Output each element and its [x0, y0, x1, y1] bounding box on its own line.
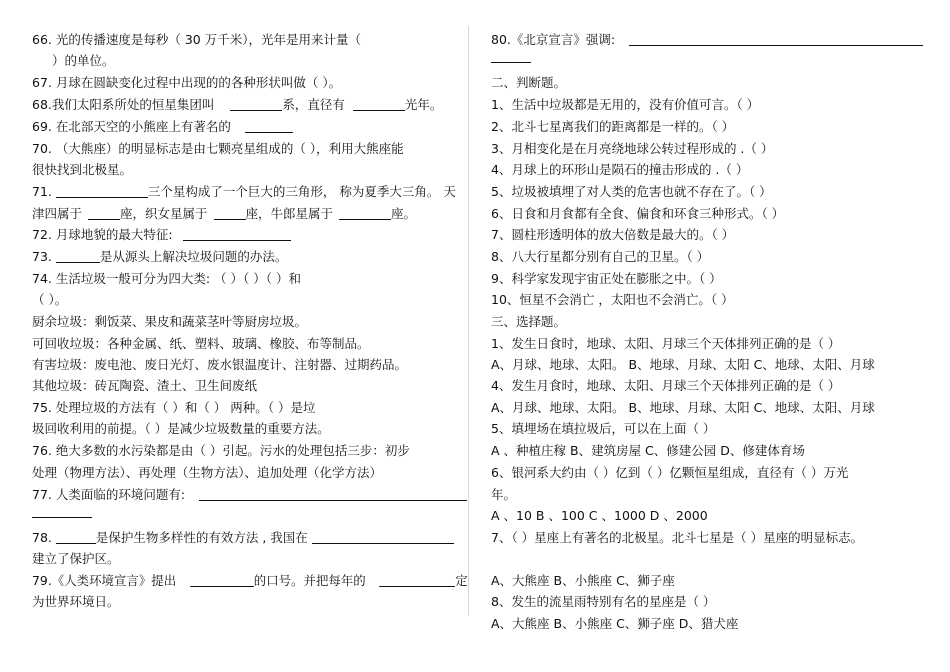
- choice-options-8: A、大熊座 B、小熊座 C、狮子座 D、猎犬座: [491, 616, 739, 631]
- question-77-cont: [32, 503, 92, 520]
- question-77-text: 77. 人类面临的环境问题有:: [32, 487, 186, 502]
- question-79: [32, 572, 468, 589]
- tf-item: 5、垃圾被填埋了对人类的危害也就不存在了。（ ）: [491, 184, 772, 199]
- choice-options-6: A 、10 B 、100 C 、1000 D 、2000: [491, 508, 708, 523]
- choice-question-4: 4、发生月食时，地球、太阳、月球三个天体排列正确的是（ ）: [491, 378, 841, 393]
- question-73-num: 73.: [32, 249, 52, 264]
- tf-item: 9、科学家发现宇宙正处在膨胀之中。（ ）: [491, 271, 722, 286]
- tf-item: 8、八大行星都分别有自己的卫星。（ ）: [491, 249, 710, 264]
- tf-item: 3、月相变化是在月亮绕地球公转过程形成的 .（ ）: [491, 141, 774, 156]
- question-69-text: 69. 在北部天空的小熊座上有著名的: [32, 119, 231, 134]
- choice-question-7: 7、（ ）星座上有著名的北极星。北斗七星是（ ）星座的明显标志。: [491, 530, 864, 545]
- question-78: [32, 529, 454, 546]
- question-78-cont: 建立了保护区。: [32, 551, 120, 566]
- blank: [339, 206, 391, 220]
- question-74-cont: （ ）。: [32, 292, 68, 307]
- blank: [353, 97, 405, 111]
- tf-item: 6、日食和月食都有全食、偏食和环食三种形式。（ ）: [491, 206, 785, 221]
- question-69: [32, 118, 293, 135]
- blank: [32, 504, 92, 518]
- blank: [245, 119, 293, 133]
- question-66-cont: ）的单位。: [52, 53, 115, 68]
- question-77: [32, 486, 467, 503]
- tf-item: 2、北斗七星离我们的距离都是一样的。（ ）: [491, 119, 735, 134]
- question-76: 76. 绝大多数的水污染都是由（ ）引起。污水的处理包括三步：初步: [32, 443, 410, 458]
- question-71-vega: 座，织女星属于: [120, 206, 208, 221]
- question-68-part3: 光年。: [404, 97, 443, 112]
- question-72: [32, 226, 291, 243]
- choice-options-7: A、大熊座 B、小熊座 C、狮子座: [491, 573, 675, 588]
- question-74: 74. 生活垃圾一般可分为四大类: （ ）（ ）（ ）和: [32, 271, 301, 286]
- question-71-num: 71.: [32, 184, 52, 199]
- blank: [199, 487, 467, 501]
- blank: [56, 184, 148, 198]
- question-67: 67. 月球在圆缺变化过程中出现的的各种形状叫做（ ）。: [32, 75, 342, 90]
- other-waste: 其他垃圾：砖瓦陶瓷、渣土、卫生间废纸: [32, 378, 258, 393]
- choice-question-1: 1、发生日食时，地球、太阳、月球三个天体排列正确的是（ ）: [491, 336, 841, 351]
- tf-item: 1、生活中垃圾都是无用的，没有价值可言。（ ）: [491, 97, 760, 112]
- question-68: [32, 96, 442, 113]
- question-68-part1: 68.我们太阳系所处的恒星集团叫: [32, 97, 215, 112]
- choice-options-1: A、月球、地球、太阳。 B、地球、月球、太阳 C、地球、太阳、月球: [491, 357, 875, 372]
- choice-options-4: A、月球、地球、太阳。 B、地球、月球、太阳 C、地球、太阳、月球: [491, 400, 875, 415]
- blank: [312, 530, 454, 544]
- question-80: [491, 31, 923, 48]
- blank: [230, 97, 282, 111]
- blank: [56, 249, 100, 263]
- tf-item: 4、月球上的环形山是陨石的撞击形成的 .（ ）: [491, 162, 749, 177]
- question-71: [32, 183, 468, 200]
- question-71-cont: [32, 205, 416, 222]
- section-choice-title: 三、选择题。: [491, 314, 567, 329]
- blank: [629, 32, 923, 46]
- question-73-text: 是从源头上解决垃圾问题的办法。: [99, 249, 288, 264]
- tf-item: 7、圆柱形透明体的放大倍数是最大的。（ ）: [491, 227, 735, 242]
- choice-question-6-cont: 年。: [491, 487, 517, 502]
- tf-item: 10、恒星不会消亡 ，太阳也不会消亡。（ ）: [491, 292, 734, 307]
- question-79-part2: 的口号。并把每年的: [253, 573, 366, 588]
- question-70: 70. （大熊座）的明显标志是由七颗亮星组成的（ ），利用大熊座能: [32, 141, 404, 156]
- question-78-num: 78.: [32, 530, 52, 545]
- section-true-false-title: 二、判断题。: [491, 75, 567, 90]
- question-71-text: 三个星构成了一个巨大的三角形， 称为夏季大三角。 天: [147, 184, 456, 199]
- column-divider: [468, 26, 469, 616]
- question-68-part2: 系，直径有: [282, 97, 345, 112]
- question-71-deneb: 津四属于: [32, 206, 83, 221]
- question-79-part3: 定: [455, 573, 468, 588]
- blank: [88, 206, 120, 220]
- question-72-text: 72. 月球地貌的最大特征:: [32, 227, 173, 242]
- question-66: 66. 光的传播速度是每秒（ 30 万千米），光年是用来计量（: [32, 32, 361, 47]
- blank: [190, 573, 254, 587]
- question-75-cont: 圾回收利用的前提。（ ）是减少垃圾数量的重要方法。: [32, 421, 330, 436]
- question-71-end: 座。: [391, 206, 417, 221]
- question-79-part1: 79.《人类环境宣言》提出: [32, 573, 177, 588]
- kitchen-waste: 厨余垃圾：剩饭菜、果皮和蔬菜茎叶等厨房垃圾。: [32, 314, 308, 329]
- recyclable-waste: 可回收垃圾：各种金属、纸、塑料、玻璃、橡胶、布等制品。: [32, 336, 370, 351]
- blank: [380, 573, 456, 587]
- question-78-text: 是保护生物多样性的有效方法 , 我国在: [95, 530, 308, 545]
- blank: [56, 530, 96, 544]
- question-80-cont: [491, 48, 531, 65]
- question-80-text: 80.《北京宣言》强调:: [491, 32, 616, 47]
- question-76-cont: 处理（物理方法）、再处理（生物方法）、追加处理（化学方法）: [32, 465, 383, 480]
- harmful-waste: 有害垃圾：废电池、废日光灯、废水银温度计、注射器、过期药品。: [32, 357, 408, 372]
- question-71-altair: 座，牛郎星属于: [245, 206, 334, 221]
- choice-options-5: A 、种植庄稼 B、建筑房屋 C、修建公园 D、修建体育场: [491, 443, 805, 458]
- question-75: 75. 处理垃圾的方法有（ ）和（ ） 两种。（ ）是垃: [32, 400, 316, 415]
- choice-question-8: 8、发生的流星雨特别有名的星座是（ ）: [491, 594, 716, 609]
- question-70-cont: 很快找到北极星。: [32, 162, 133, 177]
- choice-question-6: 6、银河系大约由（ ）亿到（ ）亿颗恒星组成，直径有（ ）万光: [491, 465, 849, 480]
- blank: [491, 49, 531, 63]
- blank: [183, 227, 291, 241]
- choice-question-5: 5、填埋场在填拉圾后，可以在上面（ ）: [491, 421, 716, 436]
- blank: [214, 206, 246, 220]
- question-79-cont: 为世界环境日。: [32, 594, 120, 609]
- question-73: [32, 248, 287, 265]
